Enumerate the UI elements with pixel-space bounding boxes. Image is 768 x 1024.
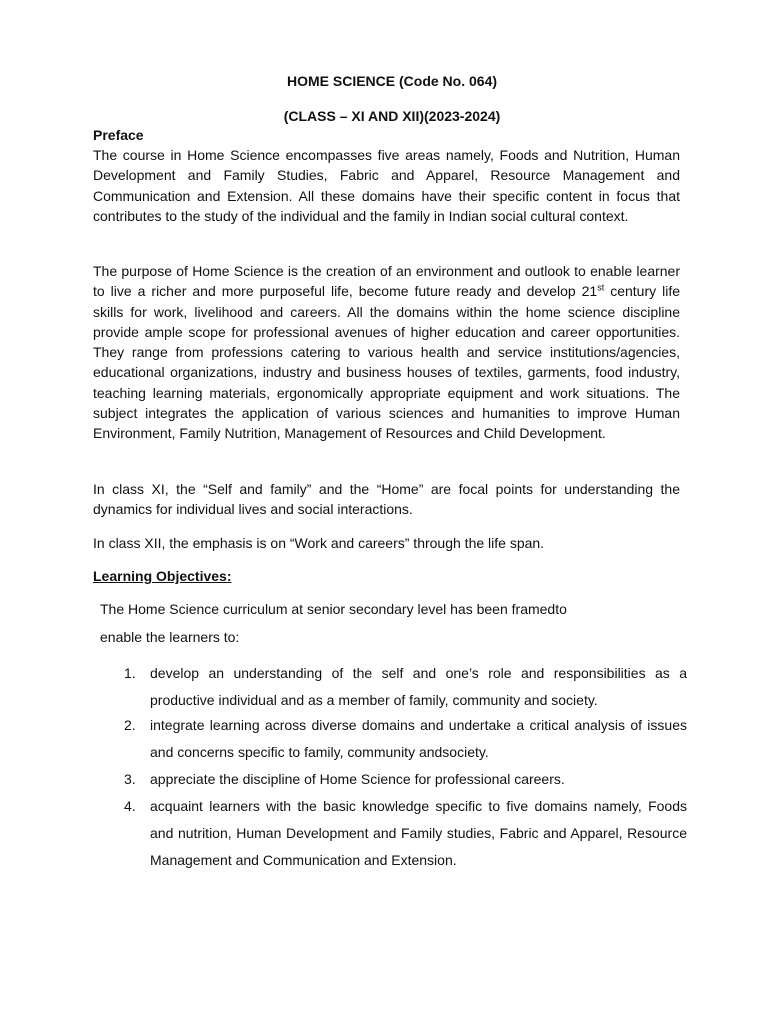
document-title: HOME SCIENCE (Code No. 064) <box>286 73 498 89</box>
preface-heading: Preface <box>93 127 144 143</box>
objective-text: integrate learning across diverse domains and undertake a critical analysis of issues and concerns specific to family, community andsociety. <box>150 717 687 760</box>
objective-item <box>124 793 687 874</box>
preface-paragraph-1: The course in Home Science encompasses five areas namely, Foods and Nutrition, Human Development and Family Studies, Fabric and Apparel, Resource Management and Communication and Extension. All these domains have their specific content in focus that contributes to the study of the individual and the family in Indian social cultural context. <box>93 147 680 224</box>
preface-paragraph-3: In class XI, the “Self and family” and the “Home” are focal points for understanding the dynamics for individual lives and social interactions. <box>93 481 680 518</box>
ordinal-suffix: st <box>597 282 605 293</box>
objective-number: 1. <box>124 665 136 681</box>
objective-number: 4. <box>124 798 136 814</box>
document-subtitle: (CLASS – XI AND XII)(2023-2024) <box>283 108 501 124</box>
preface-paragraph-2 <box>93 261 680 444</box>
objective-item <box>124 766 687 793</box>
objectives-intro-line-2: enable the learners to: <box>100 629 240 645</box>
objective-text: acquaint learners with the basic knowledge specific to five domains namely, Foods and nutrition, Human Development and Family studies, Fabric and Apparel, Resource Management and Communication and Extension. <box>150 798 687 868</box>
objective-text: appreciate the discipline of Home Science for professional careers. <box>150 771 565 787</box>
preface-paragraph-4: In class XII, the emphasis is on “Work and careers” through the life span. <box>93 535 545 551</box>
objective-text: develop an understanding of the self and one’s role and responsibilities as a productive individual and as a member of family, community and society. <box>150 665 687 708</box>
objectives-intro-line-1: The Home Science curriculum at senior secondary level has been framedto <box>100 601 567 617</box>
objective-item <box>124 712 687 766</box>
objective-item <box>124 660 687 714</box>
objective-number: 3. <box>124 771 136 787</box>
preface-paragraph-2-part-b: century life skills for work, livelihood and careers. All the domains within the home science discipline provide ample scope for professional avenues of higher education and career opportunities. They range from professions catering to various health and service institutions/agencies, educational organizations, industry and business houses of textiles, garments, food industry, teaching learning materials, ergonomically appropriate equipment and work situations. The subject integrates the application of various sciences and humanities to improve Human Environment, Family Nutrition, Management of Resources and Child Development. <box>93 283 680 442</box>
preface-paragraph-2-part-a: The purpose of Home Science is the creation of an environment and outlook to enable learner to live a richer and more purposeful life, become future ready and develop 21 <box>93 263 680 300</box>
learning-objectives-heading: Learning Objectives: <box>93 568 232 584</box>
objective-number: 2. <box>124 717 136 733</box>
